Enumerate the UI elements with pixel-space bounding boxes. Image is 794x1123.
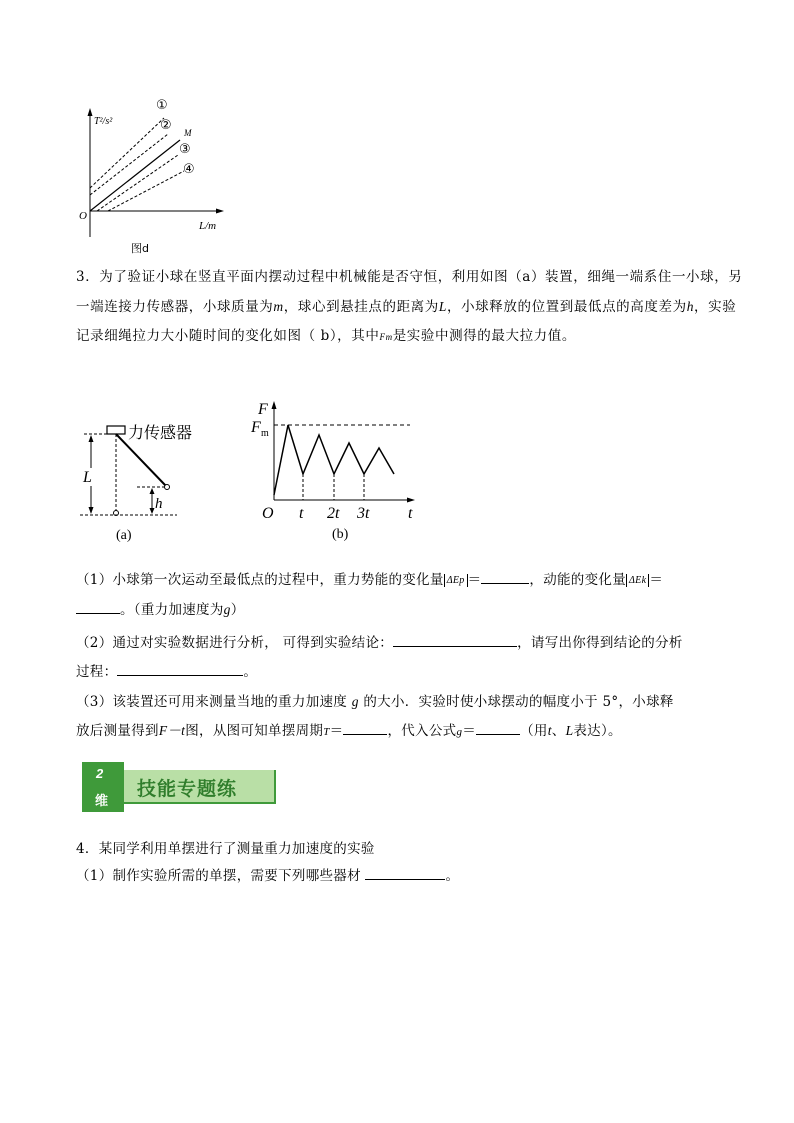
fig-d-label-4: ④ xyxy=(183,162,195,177)
fig-d-y-label: T²/s² xyxy=(94,116,113,127)
fig-d-x-arrow xyxy=(216,209,224,214)
fig-b-fm-label: F xyxy=(251,419,261,436)
banner-number: 2 xyxy=(96,766,104,781)
answer-blank-period[interactable] xyxy=(343,720,387,735)
fig-d-line-3 xyxy=(97,155,178,211)
fig-b-caption: (b) xyxy=(332,527,349,542)
force-sensor-label: 力传感器 xyxy=(128,423,193,442)
answer-blank-dEp[interactable] xyxy=(481,569,529,584)
banner-wei: 维 xyxy=(95,794,109,809)
fig-d-label-1: ① xyxy=(156,98,168,113)
fig-d-line-4 xyxy=(108,171,184,211)
answer-blank-equipment[interactable] xyxy=(365,865,445,880)
fig-a-L-label: L xyxy=(83,469,92,486)
fig-b-x-label: t xyxy=(408,505,413,522)
answer-blank-analysis[interactable] xyxy=(117,661,243,676)
fig-d-label-3: ③ xyxy=(179,142,191,157)
q4-sub1: （1）制作实验所需的单摆，需要下列哪些器材 。 xyxy=(76,864,459,884)
fig-d-m-label: M xyxy=(184,128,192,138)
fig-d-line-m xyxy=(90,140,180,211)
delta-ek: ΔEk xyxy=(626,574,649,587)
fig-d-label-2: ② xyxy=(160,118,172,133)
fig-a-ball-released xyxy=(165,485,170,490)
section-banner xyxy=(82,762,278,812)
fig-d-caption: 图d xyxy=(131,242,149,255)
fig-b-tick-t: t xyxy=(299,505,304,522)
figure-b xyxy=(250,396,430,546)
q3-stem: 3．为了验证小球在竖直平面内摆动过程中机械能是否守恒，利用如图（a）装置，细绳一端系住一小球，另一端连接力传感器，小球质量为m，球心到悬挂点的距离为L，小球释放的位置到最低点的高度差为h，实验记录细绳拉力大小随时间的变化如图（ b），其中Fm是实验中测得的最大拉力值。 xyxy=(76,269,743,344)
answer-blank-g-formula[interactable] xyxy=(476,720,520,735)
fig-d-origin: O xyxy=(79,210,87,222)
q3-sub1-line1: （1）小球第一次运动至最低点的过程中，重力势能的变化量 ΔEp ＝ ，动能的变化量 ΔEk ＝ xyxy=(76,568,663,588)
answer-blank-dEk[interactable] xyxy=(76,599,120,614)
fig-d-x-label: L/m xyxy=(199,220,217,232)
fig-d-line-2 xyxy=(90,134,168,195)
fm-inline: Fm xyxy=(379,332,393,342)
fig-d-y-arrow xyxy=(88,108,93,116)
fig-b-fm-sub: m xyxy=(261,428,269,439)
fig-a-caption: (a) xyxy=(116,528,132,543)
force-sensor-box xyxy=(107,426,125,434)
answer-blank-conclusion[interactable] xyxy=(393,632,517,647)
fig-b-tick-2t: 2t xyxy=(327,505,340,522)
q3-sub2-line2: 过程： 。 xyxy=(76,660,257,680)
figure-d xyxy=(70,92,230,242)
delta-ep: ΔEp xyxy=(444,574,468,587)
q3-sub3-line2: 放后测量得到F－t图，从图可知单摆周期T＝ ，代入公式g＝ （用t、L表达）。 xyxy=(76,719,622,739)
q4-stem: 4．某同学利用单摆进行了测量重力加速度的实验 xyxy=(76,841,375,857)
fig-b-y-label: F xyxy=(258,401,268,418)
banner-title: 技能专题练 xyxy=(137,778,238,800)
q3-sub2-line1: （2）通过对实验数据进行分析， 可得到实验结论： ，请写出你得到结论的分析 xyxy=(76,631,683,651)
fig-b-tick-3t: 3t xyxy=(357,505,370,522)
fig-d-line-1 xyxy=(90,118,164,188)
fig-b-origin: O xyxy=(262,505,274,522)
q3-sub1-line2: 。（重力加速度为g） xyxy=(76,598,245,618)
q3-sub3-line1: （3）该装置还可用来测量当地的重力加速度 g 的大小．实验时使小球摆动的幅度小于 5°，小球释 xyxy=(76,694,674,710)
fig-a-h-label: h xyxy=(155,496,163,512)
